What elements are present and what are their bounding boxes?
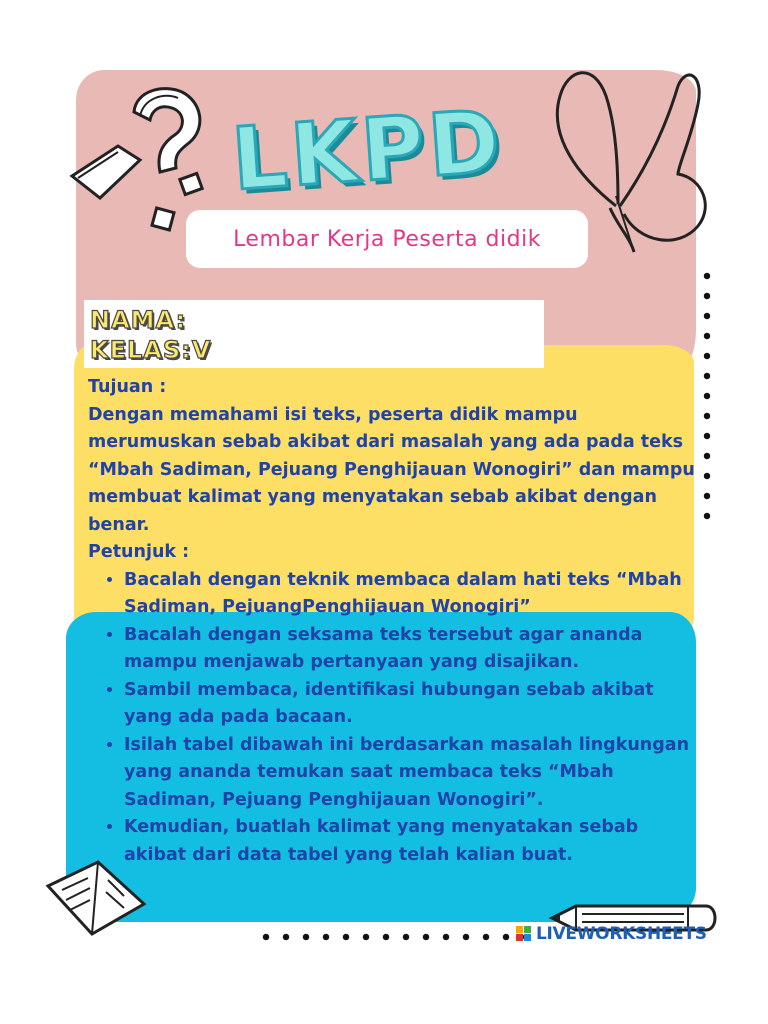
list-item: • Isilah tabel dibawah ini berdasarkan masalah lingkungan yang ananda temukan saat membaca teks “Mbah Sadiman, Pejuang Penghijauan Wonogiri”. bbox=[124, 732, 698, 815]
notebook-icon bbox=[44, 856, 148, 940]
brand-text: LIVEWORKSHEETS bbox=[536, 924, 707, 944]
tujuan-text: Dengan memahami isi teks, peserta didik mampu merumuskan sebab akibat dari masalah yang ada pada teks “Mbah Sadiman, Pejuang Penghijauan Wonogiri” dan mampu membuat kalimat yang menyatakan sebab akibat dengan benar. bbox=[88, 404, 695, 535]
name-field-label: NAMA: bbox=[90, 306, 187, 334]
tujuan-label: Tujuan : bbox=[88, 377, 167, 397]
liveworksheets-logo bbox=[516, 922, 707, 946]
instructions-content bbox=[88, 374, 698, 869]
petunjuk-label: Petunjuk : bbox=[88, 542, 190, 562]
list-item: • Sambil membaca, identifikasi hubungan sebab akibat yang ada pada bacaan. bbox=[124, 677, 698, 732]
brand-mark-icon bbox=[516, 926, 532, 942]
dotted-line-vertical bbox=[702, 266, 712, 528]
exclamation-mark-icon bbox=[66, 140, 176, 240]
dotted-line-horizontal bbox=[256, 932, 526, 942]
class-field-label: KELAS:V bbox=[90, 336, 212, 364]
list-item: • Bacalah dengan teknik membaca dalam hati teks “Mbah Sadiman, PejuangPenghijauan Wonogiri” bbox=[124, 567, 698, 622]
subtitle-box bbox=[186, 210, 588, 268]
page-title: LKPD bbox=[228, 91, 508, 211]
list-item: • Kemudian, buatlah kalimat yang menyatakan sebab akibat dari data tabel yang telah kalian buat. bbox=[124, 814, 698, 869]
list-item: • Bacalah dengan seksama teks tersebut agar ananda mampu menjawab pertanyaan yang disajikan. bbox=[124, 622, 698, 677]
petunjuk-list bbox=[88, 567, 698, 870]
page-subtitle: Lembar Kerja Peserta didik bbox=[233, 226, 541, 252]
